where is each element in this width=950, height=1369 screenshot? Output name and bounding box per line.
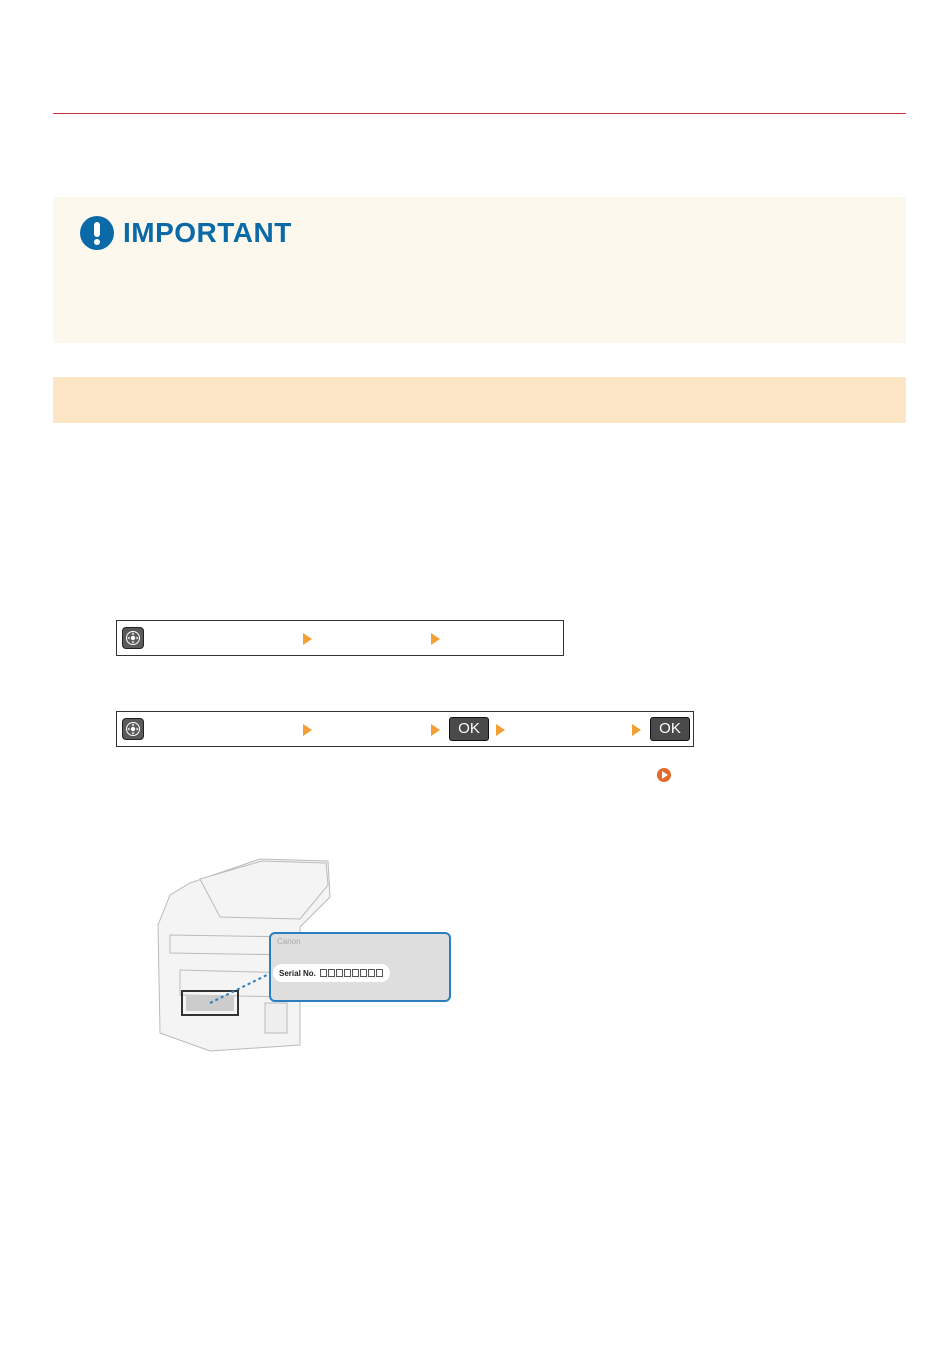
home-key-icon [122,627,144,649]
serial-label: Serial No. [279,968,316,978]
brand-text: Canon [277,937,301,946]
section-heading-bar [53,377,906,423]
important-notice [53,197,906,343]
ok-key: OK [449,717,489,741]
key-sequence-1 [116,620,564,656]
key-sequence-2 [116,711,694,747]
ok-key: OK [650,717,690,741]
arrow-icon [632,724,641,736]
arrow-icon [303,724,312,736]
arrow-icon [496,724,505,736]
important-heading [79,215,292,251]
arrow-icon [431,724,440,736]
home-key-icon [122,718,144,740]
important-label: IMPORTANT [123,217,292,248]
arrow-icon [431,633,440,645]
serial-label-callout [269,932,451,1002]
link-arrow-icon[interactable] [657,768,671,782]
header-rule [53,113,906,114]
exclamation-circle-icon [79,215,115,251]
serial-number-field [273,964,390,982]
arrow-icon [303,633,312,645]
